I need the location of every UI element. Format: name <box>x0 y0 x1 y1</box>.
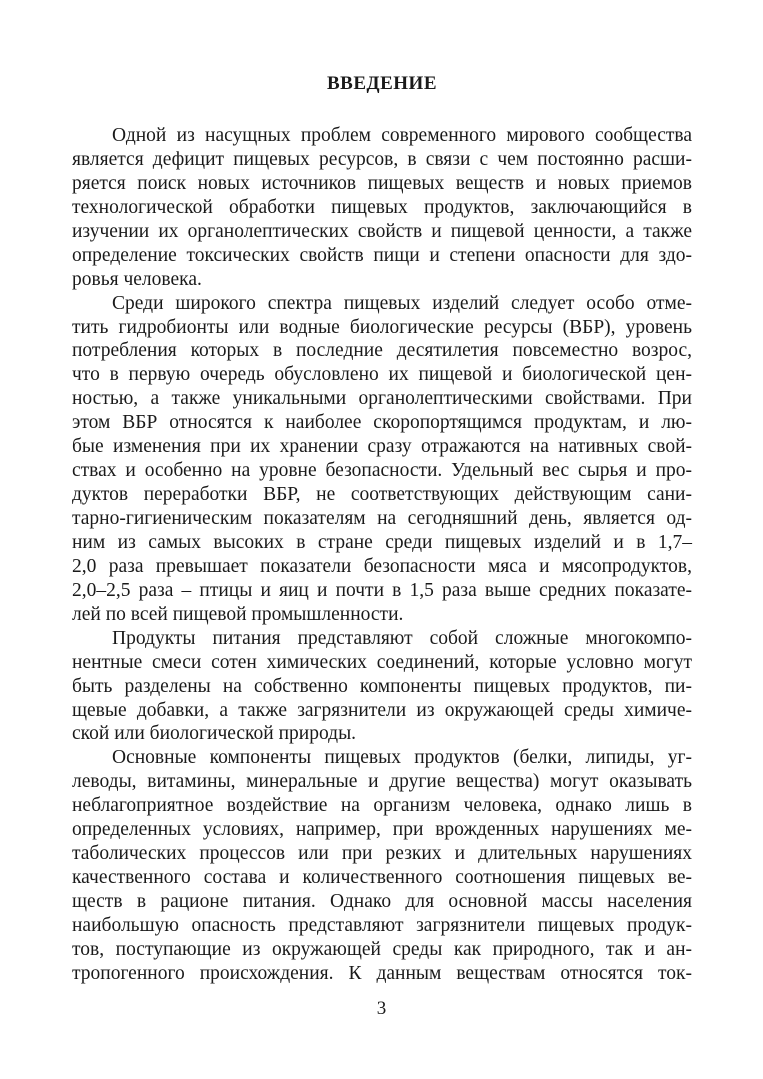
text-line: определение токсических свойств пищи и степени опасности для здо- <box>72 244 692 266</box>
paragraph <box>72 627 692 747</box>
text-line: тить гидробионты или водные биологические ресурсы (ВБР), уровень <box>72 316 692 338</box>
text-line: является дефицит пищевых ресурсов, в связи с чем постоянно расши- <box>72 148 692 170</box>
text-line: тов, поступающие из окружающей среды как природного, так и ан- <box>72 938 692 960</box>
text-line: 2,0 раза превышает показатели безопасности мяса и мясопродуктов, <box>72 555 692 577</box>
page-number: 3 <box>376 998 387 1019</box>
text-line: Основные компоненты пищевых продуктов (белки, липиды, уг- <box>112 747 692 769</box>
paragraph <box>72 746 692 985</box>
text-line: определенных условиях, например, при врожденных нарушениях ме- <box>72 819 692 841</box>
text-line: что в первую очередь обусловлено их пищевой и биологической цен- <box>72 364 692 386</box>
text-line: ряется поиск новых источников пищевых веществ и новых приемов <box>72 172 692 194</box>
text-line: этом ВБР относятся к наиболее скоропортящимся продуктам, и лю- <box>72 412 692 434</box>
text-line: ностью, а также уникальными органолептическими свойствами. При <box>72 388 692 410</box>
text-line: потребления которых в последние десятилетия повсеместно возрос, <box>72 340 692 362</box>
text-line: Одной из насущных проблем современного мирового сообщества <box>112 125 692 146</box>
text-line: дуктов переработки ВБР, не соответствующих действующим сани- <box>72 484 692 506</box>
text-line: Среди широкого спектра пищевых изделий следует особо отме- <box>112 292 692 314</box>
text-line: 2,0–2,5 раза – птицы и яиц и почти в 1,5 раза выше средних показате- <box>72 579 692 601</box>
body-text <box>72 124 692 986</box>
text-line: ним из самых высоких в стране среди пищевых изделий и в 1,7– <box>72 531 692 553</box>
text-line: качественного состава и количественного соотношения пищевых ве- <box>72 867 692 889</box>
text-line: нентные смеси сотен химических соединений, которые условно могут <box>72 651 692 673</box>
text-line: леводы, витамины, минеральные и другие вещества) могут оказывать <box>72 771 692 793</box>
text-line: быть разделены на собственно компоненты пищевых продуктов, пи- <box>72 675 692 697</box>
text-line: бые изменения при их хранении сразу отражаются на нативных свой- <box>72 436 692 458</box>
page-content <box>72 70 692 986</box>
text-line: наибольшую опасность представляют загрязнители пищевых продук- <box>72 914 692 936</box>
page-title: ВВЕДЕНИЕ <box>327 73 437 94</box>
text-line: Продукты питания представляют собой сложные многокомпо- <box>112 627 692 649</box>
text-line: тропогенного происхождения. К данным веществам относятся ток- <box>72 962 692 984</box>
text-line: ровья человека. <box>72 268 202 290</box>
text-line: неблагоприятное воздействие на организм человека, однако лишь в <box>72 795 692 817</box>
text-line: ствах и особенно на уровне безопасности. Удельный вес сырья и про- <box>72 460 692 482</box>
text-line: тарно-гигиеническим показателям на сегодняшний день, является од- <box>72 508 692 529</box>
text-line: изучении их органолептических свойств и пищевой ценности, а также <box>72 220 692 242</box>
text-line: ской или биологической природы. <box>72 723 357 745</box>
text-line: таболических процессов или при резких и длительных нарушениях <box>72 843 692 865</box>
paragraph <box>72 292 692 627</box>
text-line: лей по всей пищевой промышленности. <box>72 603 404 625</box>
paragraph <box>72 124 692 292</box>
text-line: щевые добавки, а также загрязнители из окружающей среды химиче- <box>72 699 692 721</box>
text-line: ществ в рационе питания. Однако для основной массы населения <box>72 891 692 912</box>
text-line: технологической обработки пищевых продуктов, заключающийся в <box>72 196 692 218</box>
